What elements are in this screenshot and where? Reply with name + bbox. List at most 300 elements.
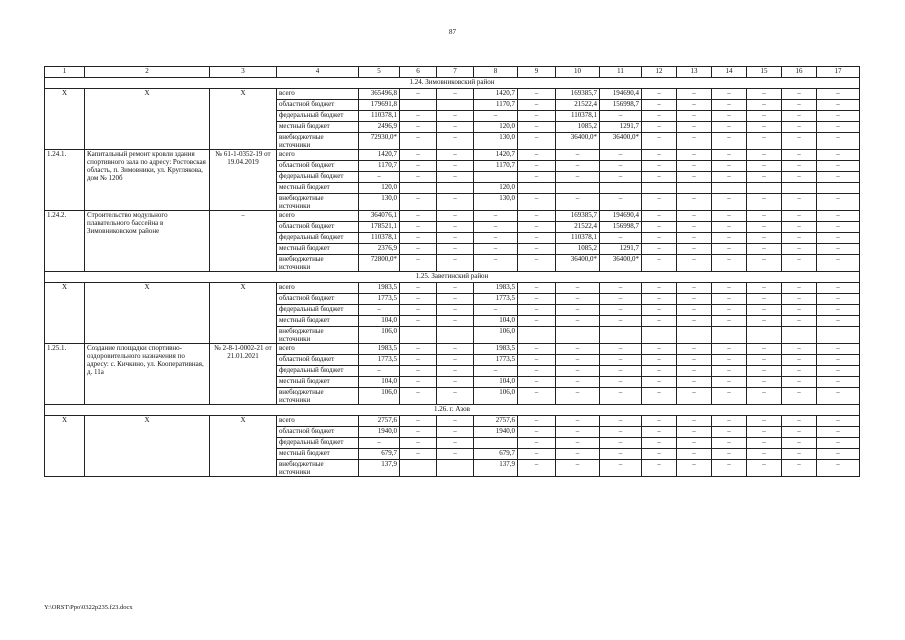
value-cell: 679,7 [474,449,518,460]
value-cell: 120,0 [359,183,400,194]
header-cell: 2 [85,67,210,78]
value-cell: – [556,438,600,449]
value-cell: – [817,449,860,460]
value-cell: – [642,244,677,255]
value-cell: 1983,5 [474,344,518,355]
value-cell: – [712,438,747,449]
value-cell: – [437,133,474,150]
value-cell: – [600,194,642,211]
value-cell: – [600,283,642,294]
funding-source: областной бюджет [277,222,359,233]
value-cell: – [817,194,860,211]
value-cell: – [782,244,817,255]
value-cell: – [359,172,400,183]
value-cell: – [437,283,474,294]
value-cell: – [642,161,677,172]
funding-source: всего [277,416,359,427]
value-cell: 21522,4 [556,222,600,233]
value-cell: – [437,377,474,388]
value-cell: – [712,460,747,477]
value-cell: – [782,133,817,150]
value-cell: – [747,416,782,427]
value-cell: – [437,161,474,172]
value-cell: – [782,194,817,211]
value-cell: – [712,377,747,388]
value-cell: – [817,438,860,449]
value-cell: – [677,294,712,305]
value-cell: 1983,5 [359,344,400,355]
value-cell: – [747,316,782,327]
value-cell: – [518,172,556,183]
header-cell: 1 [45,67,85,78]
value-cell: 104,0 [474,377,518,388]
value-cell: – [747,283,782,294]
value-cell: – [782,366,817,377]
value-cell: – [747,388,782,405]
header-cell: 8 [474,67,518,78]
value-cell: – [817,222,860,233]
value-cell: – [400,344,437,355]
value-cell: – [782,222,817,233]
value-cell: 156998,7 [600,222,642,233]
value-cell: – [556,194,600,211]
value-cell: – [600,438,642,449]
item-number: 1.24.2. [45,211,85,272]
value-cell: 104,0 [359,377,400,388]
value-cell: – [400,133,437,150]
funding-source: областной бюджет [277,161,359,172]
value-cell: 1773,5 [359,294,400,305]
value-cell: – [556,416,600,427]
value-cell: – [518,161,556,172]
value-cell: – [782,283,817,294]
value-cell: – [400,244,437,255]
value-cell: – [747,460,782,477]
funding-source: федеральный бюджет [277,172,359,183]
value-cell: – [782,427,817,438]
value-cell: 104,0 [359,316,400,327]
value-cell: – [712,133,747,150]
value-cell: 1420,7 [359,150,400,161]
value-cell: 1170,7 [474,100,518,111]
header-cell: 4 [277,67,359,78]
value-cell: – [600,233,642,244]
funding-source: федеральный бюджет [277,438,359,449]
value-cell: – [677,366,712,377]
value-cell: 36400,0* [600,255,642,272]
section-title: 1.25. Заветинский район [45,272,860,283]
value-cell: – [817,388,860,405]
value-cell: 106,0 [359,327,400,344]
value-cell: – [518,194,556,211]
value-cell: – [817,100,860,111]
item-number: Х [45,89,85,150]
value-cell: – [817,122,860,133]
value-cell: – [556,316,600,327]
value-cell: 1420,7 [474,89,518,100]
value-cell: – [677,172,712,183]
value-cell: – [556,377,600,388]
value-cell: – [437,294,474,305]
value-cell: – [712,111,747,122]
value-cell: 1940,0 [359,427,400,438]
value-cell: – [518,233,556,244]
value-cell: – [518,438,556,449]
value-cell: – [518,244,556,255]
value-cell: – [817,150,860,161]
value-cell: – [518,316,556,327]
value-cell: – [642,233,677,244]
value-cell: 156998,7 [600,100,642,111]
value-cell: 1085,2 [556,122,600,133]
value-cell: – [556,150,600,161]
item-name: Строительство модульного плавательного бассейна в Зимовниковском районе [85,211,210,272]
value-cell: 169385,7 [556,89,600,100]
funding-source: всего [277,211,359,222]
value-cell: – [400,366,437,377]
table-row [45,283,860,294]
value-cell: – [747,133,782,150]
value-cell: – [817,377,860,388]
value-cell: – [600,111,642,122]
value-cell: – [677,211,712,222]
value-cell: – [642,122,677,133]
value-cell: – [677,460,712,477]
value-cell: 130,0 [474,194,518,211]
value-cell: – [437,233,474,244]
budget-table [44,66,860,477]
value-cell: 130,0 [474,133,518,150]
value-cell: – [437,427,474,438]
value-cell: – [400,89,437,100]
value-cell: – [642,283,677,294]
value-cell: – [817,211,860,222]
value-cell [437,327,474,344]
value-cell: – [642,460,677,477]
value-cell: – [677,100,712,111]
funding-source: областной бюджет [277,355,359,366]
value-cell: – [817,161,860,172]
value-cell: – [600,150,642,161]
value-cell: – [556,427,600,438]
value-cell: – [747,244,782,255]
value-cell: – [712,449,747,460]
value-cell: – [518,111,556,122]
value-cell: – [677,377,712,388]
header-cell: 14 [712,67,747,78]
value-cell: – [712,283,747,294]
value-cell [518,327,556,344]
value-cell: – [518,366,556,377]
value-cell [747,327,782,344]
value-cell: 179691,8 [359,100,400,111]
funding-source: местный бюджет [277,377,359,388]
value-cell: – [600,377,642,388]
value-cell: 104,0 [474,316,518,327]
value-cell: 1420,7 [474,150,518,161]
value-cell: – [642,366,677,377]
value-cell: – [400,316,437,327]
value-cell: – [600,366,642,377]
value-cell: – [712,255,747,272]
value-cell: – [474,211,518,222]
value-cell: – [400,161,437,172]
value-cell: – [556,366,600,377]
funding-source: местный бюджет [277,316,359,327]
value-cell: – [437,388,474,405]
value-cell: – [474,244,518,255]
value-cell: – [782,377,817,388]
header-cell: 7 [437,67,474,78]
value-cell: – [642,133,677,150]
value-cell: – [518,89,556,100]
value-cell: – [747,366,782,377]
header-cell: 13 [677,67,712,78]
value-cell: – [556,355,600,366]
section-row [45,405,860,416]
value-cell: – [600,294,642,305]
header-cell: 11 [600,67,642,78]
value-cell: – [712,89,747,100]
page-number: 87 [449,28,456,36]
value-cell: 110378,1 [359,111,400,122]
value-cell [782,183,817,194]
value-cell: – [556,344,600,355]
value-cell: – [400,194,437,211]
value-cell: – [400,150,437,161]
value-cell: – [677,133,712,150]
funding-source: федеральный бюджет [277,111,359,122]
value-cell: – [747,172,782,183]
value-cell: – [400,233,437,244]
value-cell: – [782,460,817,477]
funding-source: внебюджетные источники [277,388,359,405]
funding-source: федеральный бюджет [277,366,359,377]
value-cell: 110378,1 [359,233,400,244]
value-cell: – [677,233,712,244]
value-cell: – [677,438,712,449]
value-cell: – [556,283,600,294]
value-cell: – [712,161,747,172]
value-cell: 120,0 [474,122,518,133]
value-cell: 2757,6 [359,416,400,427]
value-cell: 365496,8 [359,89,400,100]
funding-source: местный бюджет [277,449,359,460]
value-cell: – [817,255,860,272]
value-cell: – [677,416,712,427]
value-cell: – [556,294,600,305]
value-cell: – [518,460,556,477]
value-cell: – [712,211,747,222]
value-cell: – [437,211,474,222]
value-cell: – [437,122,474,133]
value-cell: – [556,460,600,477]
value-cell: – [437,316,474,327]
value-cell: – [474,222,518,233]
value-cell: 72800,0* [359,255,400,272]
value-cell: – [437,194,474,211]
item-name: Капитальный ремонт кровли здания спортивного зала по адресу: Ростовская область, п. Зимовники, ул. Круглякова, дом № 120б [85,150,210,211]
value-cell: – [747,194,782,211]
value-cell: 1773,5 [474,355,518,366]
header-row [45,67,860,78]
value-cell: – [400,283,437,294]
value-cell: – [782,294,817,305]
value-cell: – [437,111,474,122]
item-document: Х [210,416,277,477]
value-cell: – [712,233,747,244]
value-cell: – [817,233,860,244]
value-cell: – [642,355,677,366]
value-cell: – [677,222,712,233]
value-cell: – [817,305,860,316]
funding-source: внебюджетные источники [277,327,359,344]
value-cell: – [782,233,817,244]
value-cell: – [518,416,556,427]
value-cell: – [359,438,400,449]
header-cell: 12 [642,67,677,78]
value-cell: – [518,255,556,272]
funding-source: местный бюджет [277,244,359,255]
value-cell [817,183,860,194]
section-row [45,272,860,283]
item-document: Х [210,89,277,150]
value-cell: – [747,449,782,460]
value-cell: – [400,122,437,133]
funding-source: внебюджетные источники [277,133,359,150]
value-cell: – [817,355,860,366]
value-cell [400,460,437,477]
value-cell: 1940,0 [474,427,518,438]
value-cell: – [642,388,677,405]
table-row [45,416,860,427]
value-cell: – [747,150,782,161]
section-title: 1.24. Зимовниковский район [45,78,860,89]
item-number: Х [45,283,85,344]
value-cell: – [782,344,817,355]
table-row [45,211,860,222]
funding-source: областной бюджет [277,427,359,438]
value-cell: 1170,7 [474,161,518,172]
value-cell: – [712,366,747,377]
value-cell [712,183,747,194]
value-cell: – [400,449,437,460]
value-cell: 1291,7 [600,244,642,255]
header-cell: 5 [359,67,400,78]
value-cell: 1170,7 [359,161,400,172]
funding-source: всего [277,283,359,294]
value-cell: 106,0 [474,388,518,405]
value-cell: – [556,388,600,405]
value-cell: – [600,388,642,405]
value-cell: – [400,255,437,272]
value-cell: – [747,344,782,355]
table-row [45,150,860,161]
value-cell: – [518,377,556,388]
value-cell: – [782,150,817,161]
value-cell: – [474,233,518,244]
value-cell: 137,9 [474,460,518,477]
value-cell: – [747,355,782,366]
value-cell [677,183,712,194]
value-cell: 36400,0* [556,255,600,272]
value-cell: – [600,449,642,460]
value-cell: – [782,111,817,122]
value-cell: – [518,122,556,133]
value-cell: 110378,1 [556,233,600,244]
section-title: 1.26. г. Азов [45,405,860,416]
value-cell: 1291,7 [600,122,642,133]
item-number: Х [45,416,85,477]
value-cell: – [782,388,817,405]
value-cell: – [677,150,712,161]
value-cell: – [817,427,860,438]
value-cell: – [677,283,712,294]
value-cell: – [518,355,556,366]
value-cell: – [400,388,437,405]
value-cell: – [600,316,642,327]
value-cell: – [600,355,642,366]
value-cell: – [712,355,747,366]
value-cell: – [677,388,712,405]
value-cell: – [817,366,860,377]
value-cell [600,327,642,344]
value-cell: 194690,4 [600,211,642,222]
value-cell: – [400,211,437,222]
value-cell: 1773,5 [474,294,518,305]
header-cell: 9 [518,67,556,78]
value-cell [556,327,600,344]
value-cell: – [747,233,782,244]
value-cell: – [556,161,600,172]
funding-source: внебюджетные источники [277,194,359,211]
funding-source: внебюджетные источники [277,255,359,272]
table-row [45,344,860,355]
value-cell: – [600,172,642,183]
value-cell: – [600,344,642,355]
value-cell: – [677,161,712,172]
item-number: 1.25.1. [45,344,85,405]
value-cell [817,327,860,344]
value-cell: – [712,388,747,405]
value-cell: – [712,427,747,438]
value-cell: 194690,4 [600,89,642,100]
value-cell: – [518,211,556,222]
value-cell: – [782,305,817,316]
value-cell [474,172,518,183]
value-cell: – [712,305,747,316]
value-cell: – [712,316,747,327]
value-cell: – [817,89,860,100]
value-cell: – [677,255,712,272]
value-cell: 106,0 [474,327,518,344]
value-cell: – [400,377,437,388]
value-cell: – [642,294,677,305]
value-cell: – [782,316,817,327]
value-cell: 679,7 [359,449,400,460]
value-cell: – [782,211,817,222]
value-cell: – [518,222,556,233]
value-cell: 169385,7 [556,211,600,222]
value-cell: – [400,355,437,366]
header-cell: 17 [817,67,860,78]
table-row [45,89,860,100]
value-cell [437,460,474,477]
value-cell [437,183,474,194]
funding-source: федеральный бюджет [277,233,359,244]
value-cell: – [712,344,747,355]
value-cell: – [600,427,642,438]
